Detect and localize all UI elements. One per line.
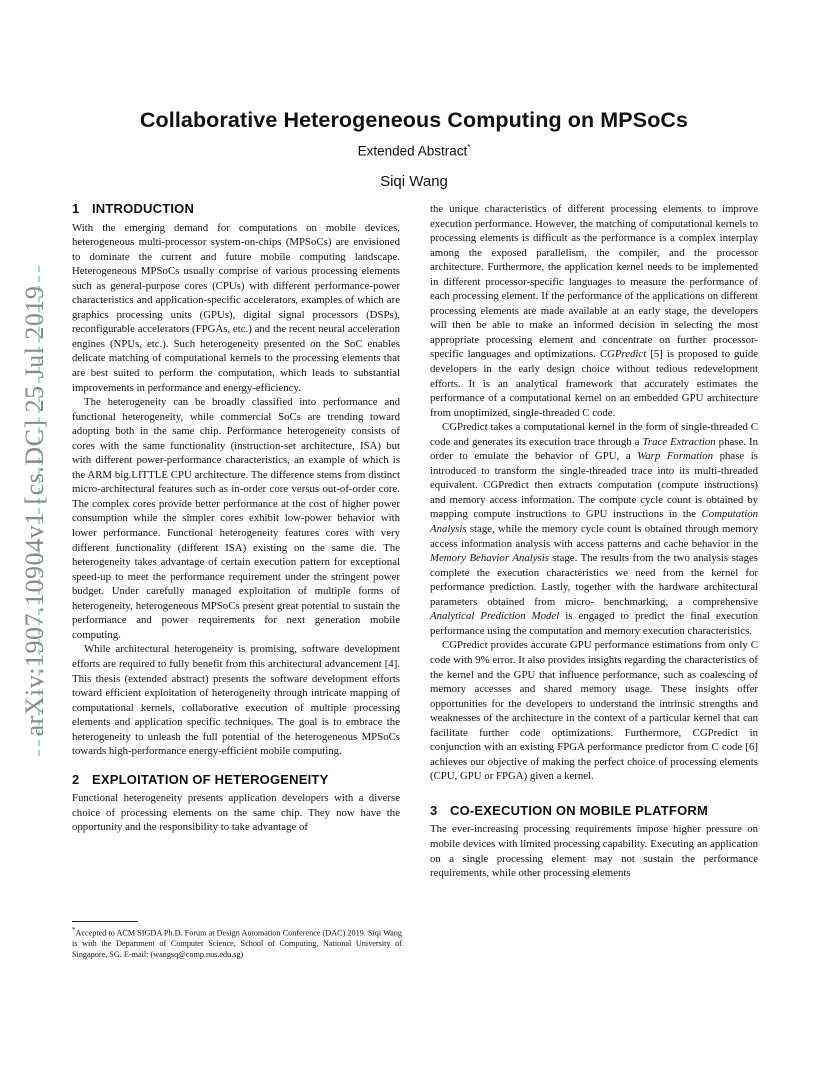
emphasis-term: Computation Analysis — [430, 508, 758, 536]
paragraph: While architectural heterogeneity is promising, software development efforts are required to fully benefit from this architectural advancement [4]. This thesis (extended abstract) presents the software development efforts toward efficient exploitation of heterogeneity through intricate mapping of computational kernels, collaborative execution of multiple processing elements and application specific techniques. The goal is to embrace the heterogeneity to unleash the full potential of the heterogeneous MPSoCs towards high-performance energy-efficient mobile computing. — [72, 643, 400, 758]
paragraph — [430, 202, 758, 420]
right-column — [430, 202, 758, 881]
section-number: 2 — [72, 771, 80, 787]
left-column — [72, 202, 400, 835]
section-heading-coexecution — [430, 804, 758, 819]
emphasis-term: Warp Formation — [637, 450, 714, 463]
paragraph-text: the unique characteristics of different processing elements to improve execution performance. However, the matching of computational kernels to processing elements is difficult as the performance is a complex interplay among the exposed parallelism, the compiler, and the processor architecture. Furthermore, the application kernel needs to be implemented in different processor-specific languages to measure the performance of each processing element. If the performance of the applications on different processing elements are made available at an early stage, the developers will then be able to make an informed decision in selecting the most appropriate processing element and concentrate on further processor-specific languages and optimizations. — [430, 203, 758, 361]
paragraph-text: stage, while the memory cycle count is obtained through memory access information analysis with access patterns and cache behavior in the — [430, 523, 758, 550]
paragraph: The ever-increasing processing requirements impose higher pressure on mobile devices with limited processing capability. Executing an application on a single processing element may not sustain the performance requirements, while other processing elements — [430, 823, 758, 880]
arxiv-stamp — [14, 262, 56, 760]
section-title: INTRODUCTION — [92, 201, 195, 216]
emphasis-cgpredict: CGPredict — [599, 348, 647, 361]
footnote-body: Accepted to ACM SIGDA Ph.D. Forum at Design Automation Conference (DAC) 2019. Siqi Wang is with the Department of Computer Science, School of Computing, National University of Singapore, SG. E-mail: (wangsq@comp.nus.edu.sg) — [72, 928, 402, 959]
paragraph-text: stage. The results from the two analysis stages complete the execution characteristics we need from the kernel for performance prediction. Lastly, together with the hardware architectural parameters obtained from micro- benchmarking, a comprehensive — [430, 552, 758, 608]
emphasis-term: Trace Extraction — [642, 435, 716, 448]
paper-title: Collaborative Heterogeneous Computing on MPSoCs — [139, 108, 689, 132]
paragraph — [430, 420, 758, 638]
section-heading-introduction — [72, 202, 400, 217]
subtitle-text: Extended Abstract — [357, 143, 468, 159]
footnote-mark: * — [72, 927, 76, 934]
paragraph: CGPredict provides accurate GPU performance estimations from only C code with 9% error. It also provides insights regarding the characteristics of the kernel and the GPU that influence performance, such as coalescing of memory accesses and shared memory usage. These insights offer opportunities for the developers to understand the intrinsic strengths and weaknesses of the architecture in the context of a particular kernel that can facilitate further code optimizations. Furthermore, CGPredict in conjunction with an existing FPGA performance predictor from C code [6] achieves our objective of making the perfect choice of processing elements (CPU, GPU or FPGA) given a kernel. — [430, 639, 758, 783]
paragraph: The heterogeneity can be broadly classified into performance and functional heterogeneity, while commercial SoCs are trending toward adopting both in the same chip. Performance heterogeneity consists of cores with the same functionality (instruction-set architecture, ISA) but with different power-performance characteristics, an example of which is the ARM big.LITTLE CPU architecture. The difference stems from distinct micro-architectural features such as in-order core versus out-of-order core. The complex cores provide better performance at the cost of higher power consumption while the simpler cores exhibit low-power behavior with lower performance. Functional heterogeneity features cores with very different functionality (different ISA) existing on the same die. The heterogeneity takes advantage of certain execution pattern for exceptional speed-up to meet the performance requirement under the stringent power budget. Under carefully managed exploitation of multiple forms of heterogeneity, heterogeneous MPSoCs present great potential to sustain the performance and power requirements for next generation mobile computing. — [72, 396, 400, 641]
section-number: 3 — [430, 802, 438, 818]
paragraph: Functional heterogeneity presents application developers with a diverse choice of processing elements on the same chip. They now have the opportunity and the responsibility to take advantage of — [72, 792, 400, 834]
paragraph-text: is engaged to predict the final execution performance using the computation and memory execution characteristics. — [430, 610, 758, 637]
footnote-text — [72, 926, 402, 960]
footnote-rule — [72, 921, 138, 922]
paragraph-text: phase. In order to emulate the behavior of GPU, a — [430, 435, 758, 463]
footnote — [72, 926, 402, 960]
subtitle-footnote-mark: * — [467, 143, 471, 152]
section-title: CO-EXECUTION ON MOBILE PLATFORM — [450, 802, 709, 818]
section-heading-exploitation — [72, 773, 400, 788]
emphasis-term: Memory Behavior Analysis — [430, 552, 549, 565]
emphasis-term: Analytical Prediction Model — [430, 610, 560, 623]
paragraph: With the emerging demand for computations on mobile devices, heterogeneous multi-processor system-on-chips (MPSoCs) are envisioned to dominate the current and future mobile computing landscape. Heterogeneous MPSoCs usually comprise of various processing elements such as general-purpose cores (CPUs) with different performance-power characteristics and application-specific accelerators, examples of which are graphics processing units (GPUs), digital signal processors (DSPs), reconfigurable accelerators (FPGAs, etc.) and the recent neural acceleration engines (NPUs, etc.). Such heterogeneity presented on the SoC enables delicate matching of computational kernels to the processing elements that are best suited to perform the computation, which leads to substantial improvements in performance and energy-efficiency. — [72, 221, 400, 394]
paper-author: Siqi Wang — [380, 173, 448, 190]
paragraph-text: phase is introduced to transform the single-threaded trace into its multi-threaded equivalent. CGPredict then extracts computation (compute instructions) and memory access information. The compute cycle count is obtained by mapping compute instructions to GPU instructions in the — [430, 450, 759, 521]
paper-subtitle — [0, 143, 828, 159]
section-title: EXPLOITATION OF HETEROGENEITY — [92, 771, 329, 787]
section-number: 1 — [72, 201, 80, 216]
paragraph-text: CGPredict takes a computational kernel in the form of single-threaded C code and generates its execution trace through a — [430, 421, 758, 448]
paragraph-text: [5] is proposed to guide developers in the early design choice without tedious redevelopment efforts. It is an analytical framework that accurately estimates the performance of a computational kernel on an embedded GPU architecture from unoptimized, single-threaded C code. — [430, 348, 759, 419]
arxiv-id: arXiv:1907.10904v1 [cs.DC] 25 Jul 2019 — [20, 285, 49, 737]
